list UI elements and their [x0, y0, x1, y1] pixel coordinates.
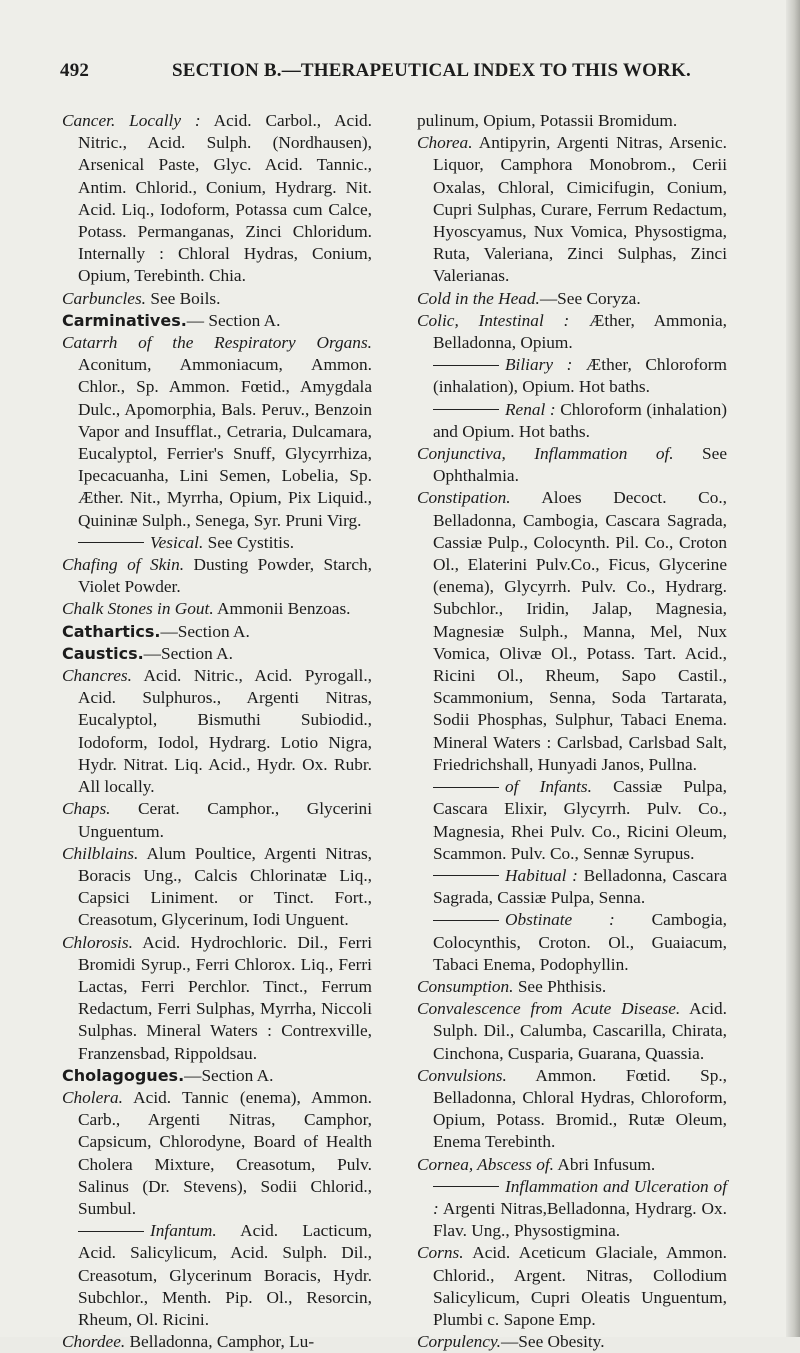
index-entry	[417, 909, 727, 976]
entry-text: pulinum, Opium, Potassii Bromidum.	[417, 111, 678, 130]
entry-term: Obstinate :	[505, 910, 615, 930]
entry-text: Acid. Nitric., Acid. Pyrogall., Acid. Sulphuros., Argenti Nitras, Eucalyptol, Bismuthi Subiodid., Iodoform, Iodol, Hydrarg. Lotio Nigra, Hydr. Nitrat. Liq. Acid., Hydr. Ox. Rubr. All locally.	[78, 666, 372, 797]
index-entry	[417, 132, 727, 287]
entry-term: Chlorosis.	[62, 932, 133, 952]
page-edge	[786, 0, 800, 1337]
entry-term: Conjunctiva, Inflammation of.	[417, 444, 674, 464]
entry-text: Acid. Sulph. Dil., Calumba, Cascarilla, Chirata, Cinchona, Cusparia, Guarana, Quassia.	[433, 999, 727, 1063]
index-entry	[417, 487, 727, 776]
index-entry	[62, 643, 372, 665]
entry-term: Corns.	[417, 1243, 464, 1263]
index-entry	[62, 1087, 372, 1220]
index-entry	[62, 110, 372, 288]
page-number: 492	[60, 60, 90, 81]
entry-term: Cold in the Head.	[417, 288, 540, 308]
running-title: SECTION B.—THERAPEUTICAL INDEX TO THIS WORK.	[172, 60, 691, 81]
index-entry	[417, 1154, 727, 1176]
entry-text: Aconitum, Ammoniacum, Ammon. Chlor., Sp. Ammon. Fœtid., Amygdala Dulc., Apomorphia, Bals. Peruv., Benzoin Vapor and Insufflat., Cetraria, Dulcamara, Eucalyptol, Ferrier's Snuff, Glycyrrhiza, Ipecacuanha, Lini Semen, Lobelia, Sp. Æther. Nit., Myrrha, Opium, Pix Liquid., Quininæ Sulph., Senega, Syr. Pruni Virg.	[78, 355, 372, 530]
repeat-dash	[78, 1231, 144, 1232]
entry-text: Acid. Lacticum, Acid. Salicylicum, Acid. Sulph. Dil., Creasotum, Glycerinum Boracis, Hydr. Subchlor., Menth. Pip. Ol., Resorcin, Rheum, Ol. Ricini.	[78, 1221, 372, 1329]
entry-term: Chancres.	[62, 666, 132, 686]
entry-text: Chloroform (inhalation) and Opium. Hot baths.	[433, 399, 727, 441]
index-entry	[62, 554, 372, 598]
entry-text: Belladonna, Cascara Sagrada, Cassiæ Pulpa, Senna.	[433, 865, 727, 908]
entry-text: Aloes Decoct. Co., Belladonna, Cambogia, Cascara Sagrada, Cassiæ Pulp., Colocynth. Pil. Co., Croton Ol., Elaterini Pulv.Co., Ficus, Glycerine (enema), Glycyrrh. Pulv. Co., Hydrarg. Subchlor., Iridin, Jalap, Magnesia, Magnesiæ Sulph., Manna, Mel, Nux Vomica, Olivæ Ol., Potass. Tart. Acid., Ricini Ol., Rheum, Sapo Castil., Scammonium, Senna, Soda Tartarata, Sodii Phosphas, Sulphur, Tabaci Enema. Mineral Waters : Carlsbad, Carlsbad Salt, Friedrichshall, Hunyadi Janos, Pullna.	[433, 488, 727, 774]
index-entry	[62, 621, 372, 643]
entry-text: Belladonna, Camphor, Lu-	[125, 1332, 315, 1352]
entry-term: Convulsions.	[417, 1065, 507, 1085]
index-entry	[417, 288, 727, 310]
index-entry	[62, 843, 372, 932]
entry-term: Chaps.	[62, 799, 111, 819]
entry-text: Æther, Chloroform (inhalation), Opium. Hot baths.	[433, 355, 727, 397]
entry-text: Antipyrin, Argenti Nitras, Arsenic. Liquor, Camphora Monobrom., Cerii Oxalas, Chloral, Cimicifugin, Conium, Cupri Sulphas, Curare, Ferrum Redactum, Hyoscyamus, Nux Vomica, Physostigma, Ruta, Valeriana, Zinci Sulphas, Zinci Valerianas.	[433, 133, 727, 286]
index-entry	[417, 110, 727, 132]
index-entry	[417, 998, 727, 1065]
entry-term: Infantum.	[150, 1221, 217, 1241]
entry-text: See Phthisis.	[513, 976, 607, 996]
index-entry	[417, 310, 727, 354]
entry-text: —See Coryza.	[539, 288, 641, 308]
index-entry	[417, 1176, 727, 1243]
running-header	[60, 60, 740, 90]
index-column-left	[62, 110, 372, 1353]
entry-term: Constipation.	[417, 488, 511, 508]
entry-term: Corpulency.	[417, 1332, 501, 1352]
entry-term: Inflammation and Ulceration of :	[433, 1176, 727, 1218]
entry-text: Acid. Aceticum Glaciale, Ammon. Chlorid., Argent. Nitras, Collodium Salicylicum, Cupri Oleatis Unguentum, Plumbi c. Sapone Emp.	[433, 1243, 727, 1329]
entry-term: Renal :	[505, 399, 556, 419]
index-entry	[417, 1331, 727, 1353]
entry-text: Argenti Nitras,Belladonna, Hydrarg. Ox. Flav. Ung., Physostigmina.	[433, 1198, 727, 1241]
entry-heading: Cholagogues.	[62, 1065, 185, 1085]
entry-term: Chafing of Skin.	[62, 555, 185, 575]
entry-term: Catarrh of the Respiratory Organs.	[62, 333, 372, 353]
entry-text: Alum Poultice, Argenti Nitras, Boracis Ung., Calcis Chlorinatæ Liq., Capsici Liniment. or Tinct. Fort., Creasotum, Glycerinum, Iodi Unguent.	[78, 843, 372, 930]
entry-term: Biliary :	[505, 355, 573, 375]
entry-term: Convalescence from Acute Disease.	[417, 999, 681, 1019]
entry-text: — Section A.	[186, 310, 281, 330]
index-entry	[62, 1220, 372, 1331]
entry-heading: Caustics.	[62, 643, 144, 663]
index-entry	[417, 1065, 727, 1154]
index-entry	[417, 776, 727, 865]
entry-text: Cassiæ Pulpa, Cascara Elixir, Glycyrrh. Pulv. Co., Magnesia, Rhei Pulv. Co., Ricini Oleum, Scammon. Pulv. Co., Sennæ Syrupus.	[433, 777, 727, 863]
index-entry	[62, 1065, 372, 1087]
entry-text: Dusting Powder, Starch, Violet Powder.	[78, 555, 372, 597]
index-entry	[417, 399, 727, 443]
entry-text: See Cystitis.	[203, 532, 295, 552]
index-entry	[62, 532, 372, 554]
entry-text: Acid. Carbol., Acid. Nitric., Acid. Sulph. (Nordhausen), Arsenical Paste, Glyc. Acid. Tannic., Antim. Chlorid., Conium, Hydrarg. Nit. Acid. Liq., Iodoform, Potassa cum Calce, Potass. Permanganas, Zinci Chloridum. Internally : Chloral Hydras, Conium, Opium, Terebinth. Chia.	[78, 111, 372, 286]
index-column-right	[417, 110, 727, 1353]
repeat-dash	[433, 787, 499, 788]
entry-term: of Infants.	[505, 777, 592, 797]
entry-term: Cholera.	[62, 1087, 123, 1107]
entry-term: Chilblains.	[62, 843, 139, 863]
index-entry	[62, 598, 372, 620]
index-entry	[62, 332, 372, 532]
repeat-dash	[433, 365, 499, 366]
entry-text: —Section A.	[143, 643, 233, 663]
entry-text: Æther, Ammonia, Belladonna, Opium.	[433, 310, 728, 353]
repeat-dash	[433, 920, 499, 921]
entry-term: Chalk Stones in Gout.	[62, 599, 214, 619]
entry-term: Colic, Intestinal :	[417, 310, 570, 330]
entry-text: Acid. Tannic (enema), Ammon. Carb., Argenti Nitras, Camphor, Capsicum, Chlorodyne, Board of Health Cholera Mixture, Creasotum, Pulv. Salinus (Dr. Stevens), Sodii Chlorid., Sumbul.	[78, 1087, 372, 1218]
entry-term: Chorea.	[417, 133, 473, 153]
repeat-dash	[433, 1186, 499, 1187]
entry-heading: Carminatives.	[62, 310, 187, 330]
index-entry	[417, 865, 727, 909]
entry-text: See Ophthalmia.	[433, 444, 727, 486]
entry-text: —Section A.	[184, 1065, 274, 1085]
entry-heading: Cathartics.	[62, 621, 161, 641]
index-entry	[62, 310, 372, 332]
index-entry	[417, 354, 727, 398]
entry-text: Cerat. Camphor., Glycerini Unguentum.	[78, 799, 372, 841]
entry-term: Cancer. Locally :	[62, 111, 201, 130]
entry-term: Vesical.	[150, 532, 204, 552]
repeat-dash	[433, 875, 499, 876]
index-entry	[62, 798, 372, 842]
index-entry	[62, 932, 372, 1065]
entry-text: —Section A.	[160, 621, 250, 641]
entry-text: See Boils.	[146, 288, 221, 308]
repeat-dash	[78, 542, 144, 543]
entry-term: Habitual :	[505, 865, 578, 885]
entry-text: Ammon. Fœtid. Sp., Belladonna, Chloral Hydras, Chloroform, Opium, Potass. Bromid., Rutæ Oleum, Enema Terebinth.	[433, 1065, 727, 1152]
index-entry	[417, 1242, 727, 1331]
index-entry	[62, 1331, 372, 1353]
entry-term: Carbuncles.	[62, 288, 147, 308]
entry-text: Abri Infusum.	[553, 1154, 656, 1174]
index-entry	[62, 665, 372, 798]
entry-text: Cambogia, Colocynthis, Croton. Ol., Guaiacum, Tabaci Enema, Podophyllin.	[433, 910, 727, 974]
repeat-dash	[433, 409, 499, 410]
entry-term: Consumption.	[417, 976, 514, 996]
entry-term: Cornea, Abscess of.	[417, 1154, 554, 1174]
index-entry	[62, 288, 372, 310]
entry-text: —See Obesity.	[501, 1332, 605, 1352]
index-entry	[417, 443, 727, 487]
entry-text: Ammonii Benzoas.	[213, 599, 351, 619]
entry-term: Chordee.	[62, 1332, 126, 1352]
index-entry	[417, 976, 727, 998]
entry-text: Acid. Hydrochloric. Dil., Ferri Bromidi Syrup., Ferri Chlorox. Liq., Ferri Lactas, Ferri Perchlor. Tinct., Ferrum Redactum, Ferri Sulphas, Myrrha, Niccoli Sulphas. Mineral Waters : Contrexville, Franzensbad, Rippoldsau.	[78, 932, 372, 1063]
